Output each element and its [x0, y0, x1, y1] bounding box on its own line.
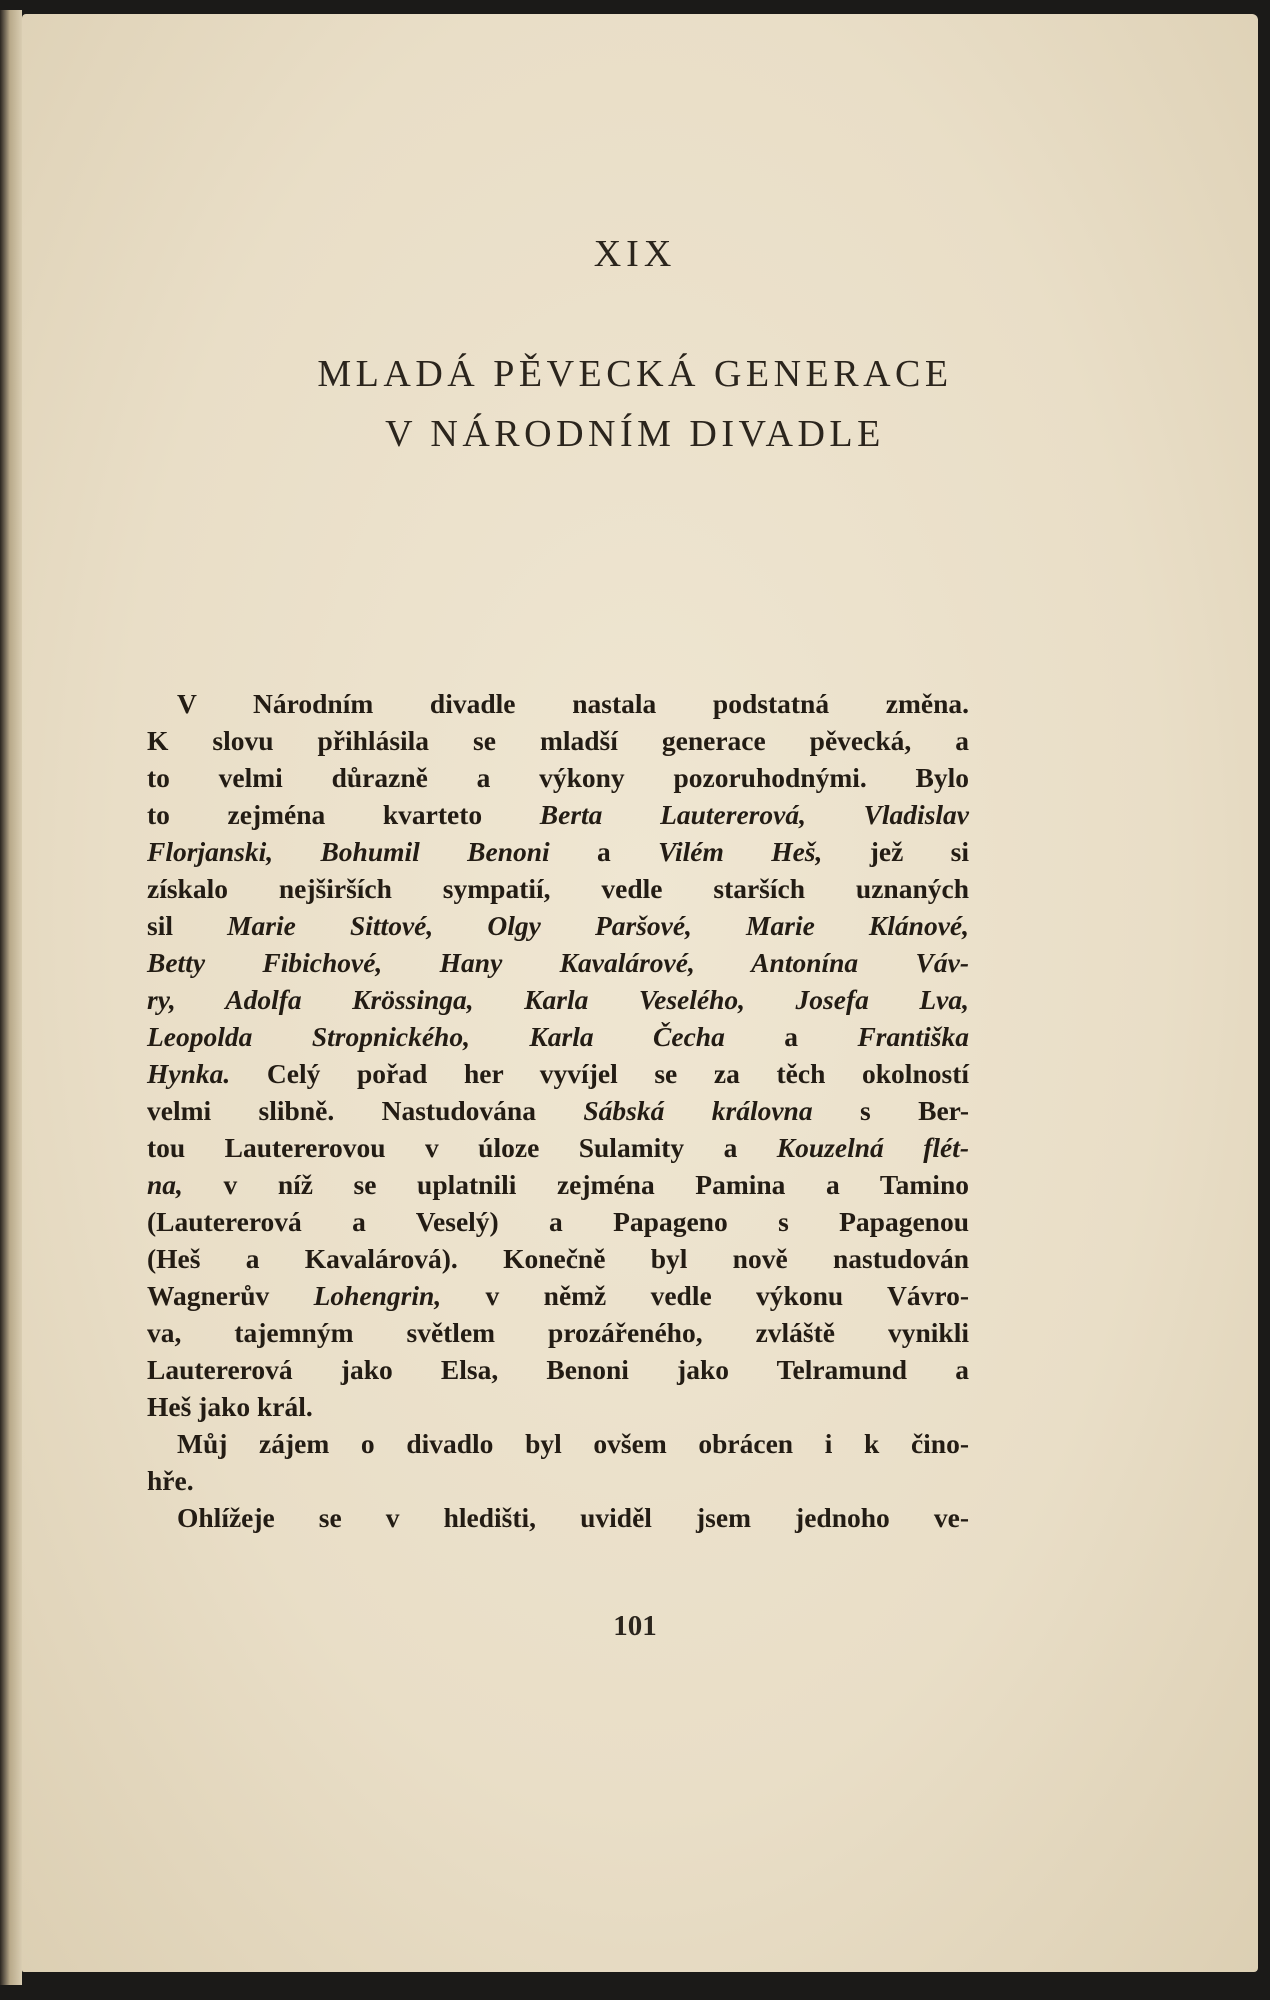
italic-name-segment: Marie Sittové, Olgy Paršové, Marie Klánové, [227, 910, 969, 941]
text-segment: a [724, 1021, 858, 1052]
text-line [147, 1240, 969, 1277]
text-segment: hře. [147, 1465, 194, 1496]
text-segment: v níž se uplatnili zejména Pamina a Tamino [182, 1169, 969, 1200]
text-line [147, 1166, 969, 1203]
text-segment: s Ber- [812, 1095, 970, 1126]
italic-name-segment: Betty Fibichové, Hany Kavalárové, Antonína Váv- [147, 947, 969, 978]
italic-name-segment: Florjanski, Bohumil Benoni [147, 836, 550, 867]
text-line [147, 907, 969, 944]
text-segment: velmi slibně. Nastudována [147, 1095, 584, 1126]
text-line [147, 1314, 969, 1351]
text-segment: získalo nejširších sympatií, vedle starších uznaných [147, 873, 969, 904]
text-line [147, 1203, 969, 1240]
text-segment: Lautererová jako Elsa, Benoni jako Telramund a [147, 1354, 969, 1385]
italic-name-segment: ry, Adolfa Krössinga, Karla Veselého, Josefa Lva, [147, 984, 969, 1015]
text-line [147, 1092, 969, 1129]
text-line [147, 1462, 969, 1499]
text-line [147, 796, 969, 833]
text-segment: v němž vedle výkonu Vávro- [441, 1280, 970, 1311]
text-segment: a [549, 836, 659, 867]
text-line [147, 833, 969, 870]
italic-name-segment: Leopolda Stropnického, Karla Čecha [147, 1021, 725, 1052]
italic-name-segment: Kouzelná flét- [776, 1132, 969, 1163]
italic-name-segment: na, [147, 1169, 183, 1200]
text-line [147, 981, 969, 1018]
text-segment: Celý pořad her vyvíjel se za těch okolností [230, 1058, 969, 1089]
chapter-title-line-1: MLADÁ PĚVECKÁ GENERACE [317, 353, 953, 395]
body-text [147, 685, 969, 1536]
text-line [147, 1388, 969, 1425]
text-line [147, 1351, 969, 1388]
text-segment: to zejména kvarteto [147, 799, 540, 830]
text-segment: V Národním divadle nastala podstatná změna. [177, 688, 969, 719]
text-segment: to velmi důrazně a výkony pozoruhodnými. Bylo [147, 762, 969, 793]
text-line [147, 944, 969, 981]
italic-name-segment: Berta Lautererová, Vladislav [539, 799, 969, 830]
text-line [147, 722, 969, 759]
text-segment: (Heš a Kavalárová). Konečně byl nově nastudován [147, 1243, 969, 1274]
text-segment: Heš jako král. [147, 1391, 313, 1422]
italic-name-segment: Lohengrin, [313, 1280, 442, 1311]
italic-name-segment: Vilém Heš, [658, 836, 823, 867]
text-line [147, 759, 969, 796]
page-number: 101 [613, 1610, 657, 1642]
text-segment: Můj zájem o divadlo byl ovšem obrácen i k čino- [177, 1428, 969, 1459]
chapter-number: XIX [593, 233, 677, 275]
text-line [147, 1425, 969, 1462]
text-line [147, 1129, 969, 1166]
text-segment: va, tajemným světlem prozářeného, zvláště vynikli [147, 1317, 969, 1348]
text-line [147, 1018, 969, 1055]
text-line [147, 870, 969, 907]
text-segment: tou Lautererovou v úloze Sulamity a [147, 1132, 777, 1163]
text-segment: K slovu přihlásila se mladší generace pěvecká, a [147, 725, 969, 756]
book-spine-edge [0, 10, 22, 1985]
text-segment: Ohlížeje se v hledišti, uviděl jsem jednoho ve- [177, 1502, 969, 1533]
text-segment: (Lautererová a Veselý) a Papageno s Papagenou [147, 1206, 969, 1237]
text-line [147, 1277, 969, 1314]
italic-name-segment: Sábská královna [583, 1095, 813, 1126]
text-line [147, 1055, 969, 1092]
chapter-title-line-2: V NÁRODNÍM DIVADLE [385, 413, 885, 455]
text-line [147, 685, 969, 722]
text-segment: sil [147, 910, 228, 941]
italic-name-segment: Františka [857, 1021, 970, 1052]
text-line [147, 1499, 969, 1536]
text-segment: jež si [822, 836, 970, 867]
italic-name-segment: Hynka. [147, 1058, 231, 1089]
text-segment: Wagnerův [147, 1280, 314, 1311]
